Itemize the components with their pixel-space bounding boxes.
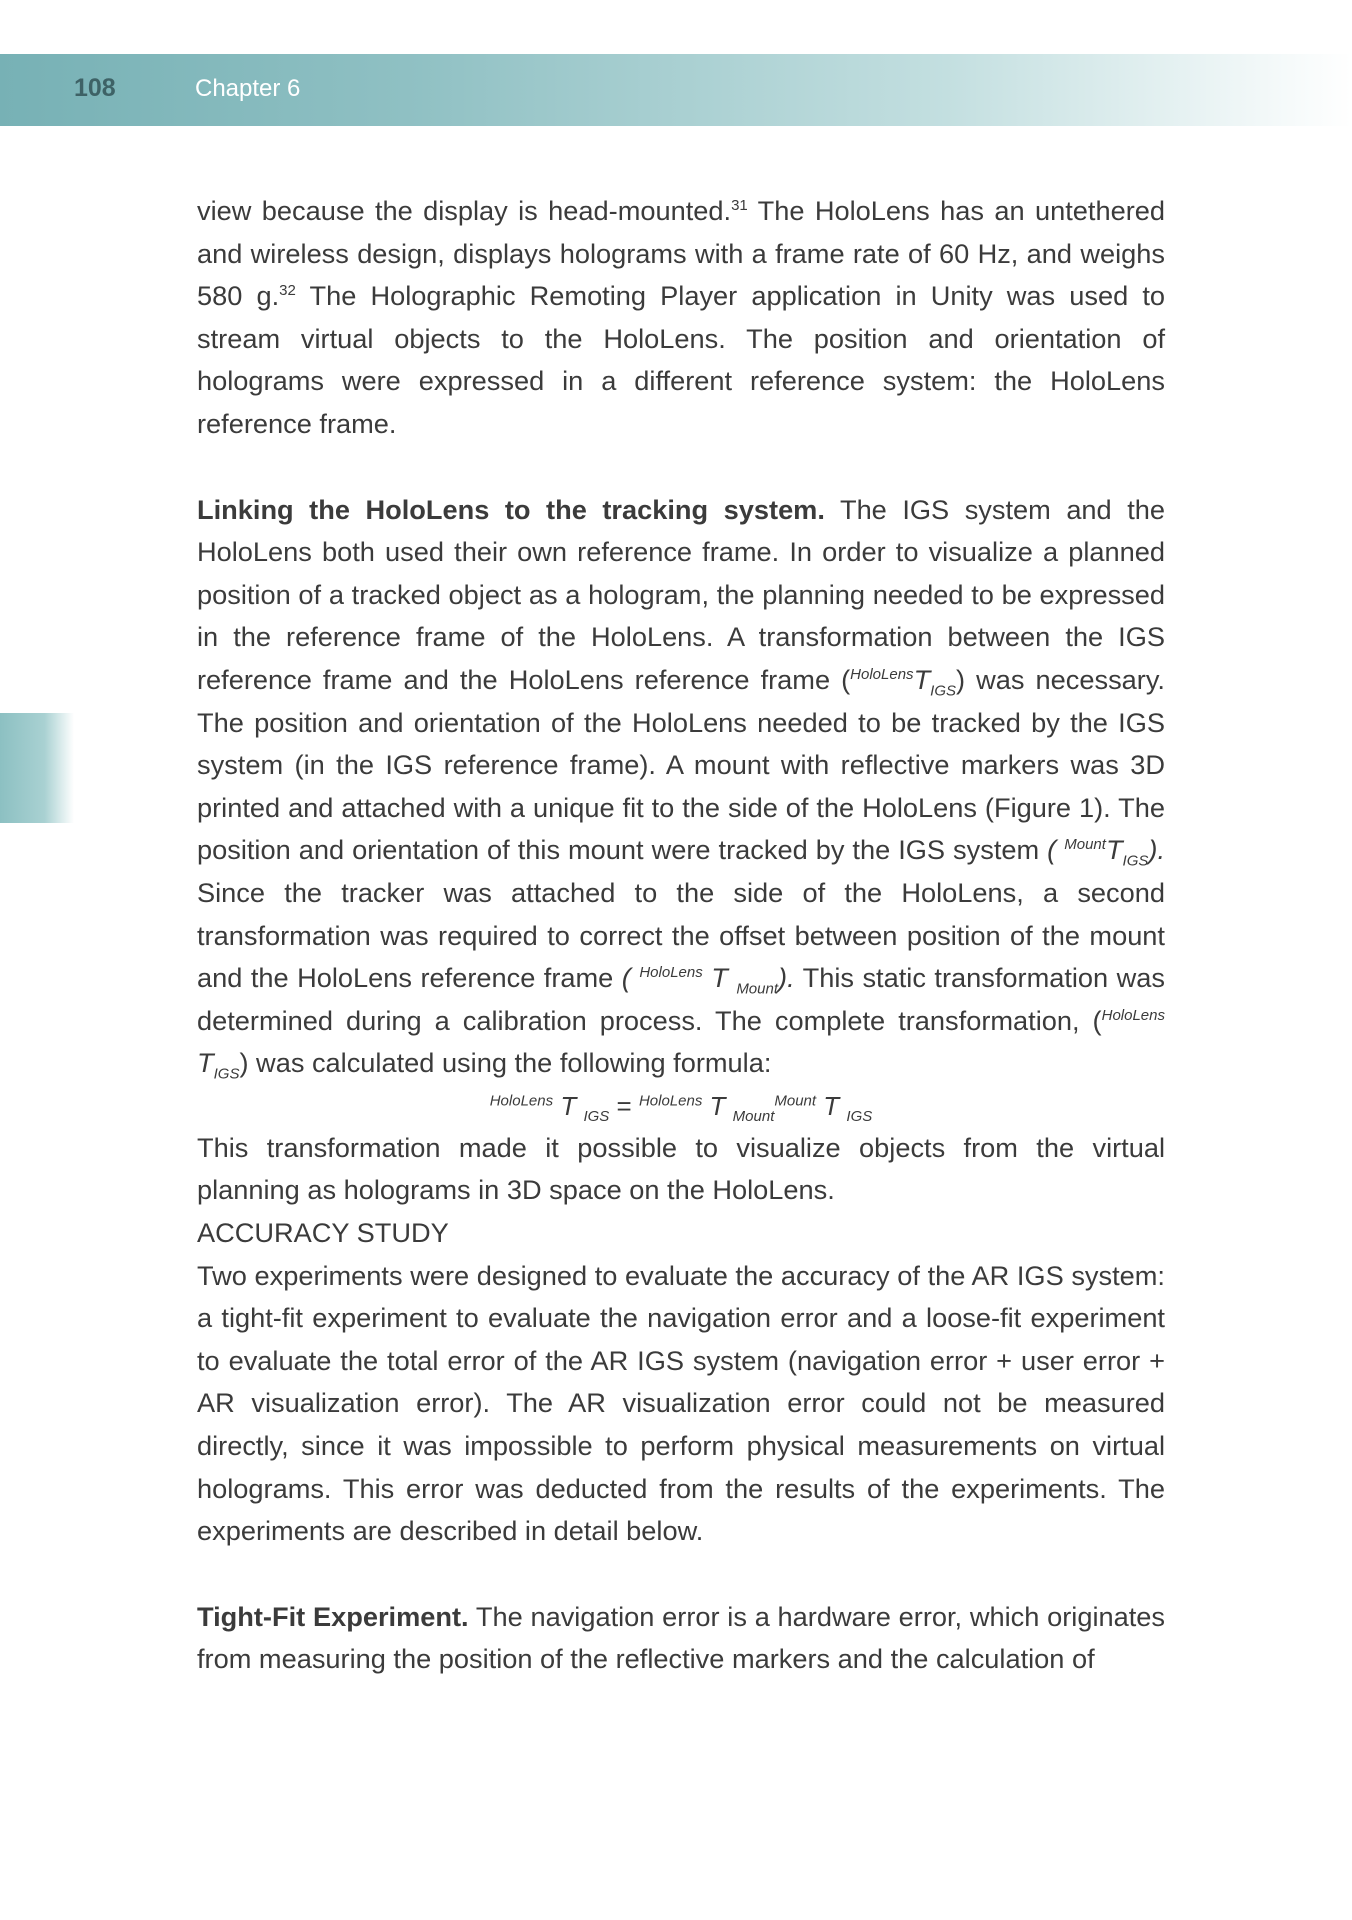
text: This static transformation was determined during a calibration process. The complete transformation, ( [197,962,1165,1036]
section-heading: ACCURACY STUDY [197,1217,449,1249]
math-superscript: HoloLens [639,964,703,982]
paragraph-tight-fit [197,1596,1165,1681]
text: view because the display is head-mounted. [197,195,732,226]
paragraph-transformation-result: This transformation made it possible to visualize objects from the virtual planning as holograms in 3D space on the HoloLens. [197,1131,1165,1206]
paragraph-heading: Tight-Fit Experiment. [197,1600,469,1632]
math-superscript: HoloLens [489,1092,554,1110]
body-text [197,190,1165,1681]
reference-31: 31 [731,196,748,214]
math-symbol: T [816,1090,847,1121]
math-superscript: Mount [1064,836,1106,854]
math-subscript: Mount [736,980,779,998]
paragraph-linking-hololens [197,489,1165,1085]
math-subscript: IGS [1122,852,1149,870]
math-symbol: T [553,1090,584,1121]
math-symbol: T [1105,834,1123,866]
math-subscript: IGS [930,682,957,700]
math-superscript: HoloLens [1101,1006,1165,1024]
chapter-header-bar [0,54,1352,126]
math-paren: ). [778,962,795,994]
paragraph-hololens-description [197,190,1165,446]
page-number: 108 [74,74,116,102]
math-subscript: IGS [846,1108,873,1126]
math-subscript: IGS [583,1108,610,1126]
math-subscript: Mount [732,1108,775,1126]
text: ) was necessary. The position and orientation of the HoloLens needed to be tracked by the IGS system (in the IGS reference frame). A mount with reflective markers was 3D printed and attached with a unique fit to the side of the HoloLens (Figure 1). The position and orientation of this mount were tracked by the IGS system [197,663,1165,866]
paragraph-heading: Linking the HoloLens to the tracking system. [197,493,825,525]
equals-sign: = [609,1090,639,1121]
text: The Holographic Remoting Player application in Unity was used to stream virtual objects to the HoloLens. The position and orientation of holograms were expressed in a different reference system: the HoloLens reference frame. [197,280,1166,439]
math-paren: ( [1047,834,1065,866]
math-superscript: Mount [774,1092,817,1110]
paragraph-accuracy-study: Two experiments were designed to evaluate the accuracy of the AR IGS system: a tight-fit experiment to evaluate the navigation error and a loose-fit experiment to evaluate the total error of the AR IGS system (navigation error + user error + AR visualization error). The AR visualization error could not be measured directly, since it was impossible to perform physical measurements on virtual holograms. This error was deducted from the results of the experiments. The experiments are described in detail below. [197,1259,1165,1547]
math-subscript: IGS [213,1065,240,1083]
text: The navigation error is a hardware error, which originates from measuring the position of the reflective markers and the calculation of [197,1600,1165,1675]
math-symbol: T [702,1090,733,1121]
math-symbol: T [702,962,737,994]
text: The HoloLens has an untethered and wireless design, displays holograms with a frame rate of 60 Hz, and weighs 580 g. [197,195,1165,312]
math-superscript: HoloLens [638,1092,703,1110]
text: Since the tracker was attached to the side of the HoloLens, a second transformation was required to correct the offset between position of the mount and the HoloLens reference frame [197,876,1165,994]
transformation-formula [197,1085,1165,1127]
reference-32: 32 [279,282,296,300]
chapter-side-tab [0,713,74,823]
math-symbol: T [913,663,931,695]
math-paren: ). [1148,834,1165,866]
chapter-title: Chapter 6 [195,75,301,102]
text: ) was calculated using the following formula: [239,1047,772,1079]
math-symbol: T [197,1047,214,1079]
math-paren: ( [621,962,640,994]
text: The IGS system and the HoloLens both used their own reference frame. In order to visualize a planned position of a tracked object as a hologram, the planning needed to be expressed in the reference frame of the HoloLens. A transformation between the IGS reference frame and the HoloLens reference frame ( [197,493,1165,695]
math-superscript: HoloLens [850,665,914,683]
